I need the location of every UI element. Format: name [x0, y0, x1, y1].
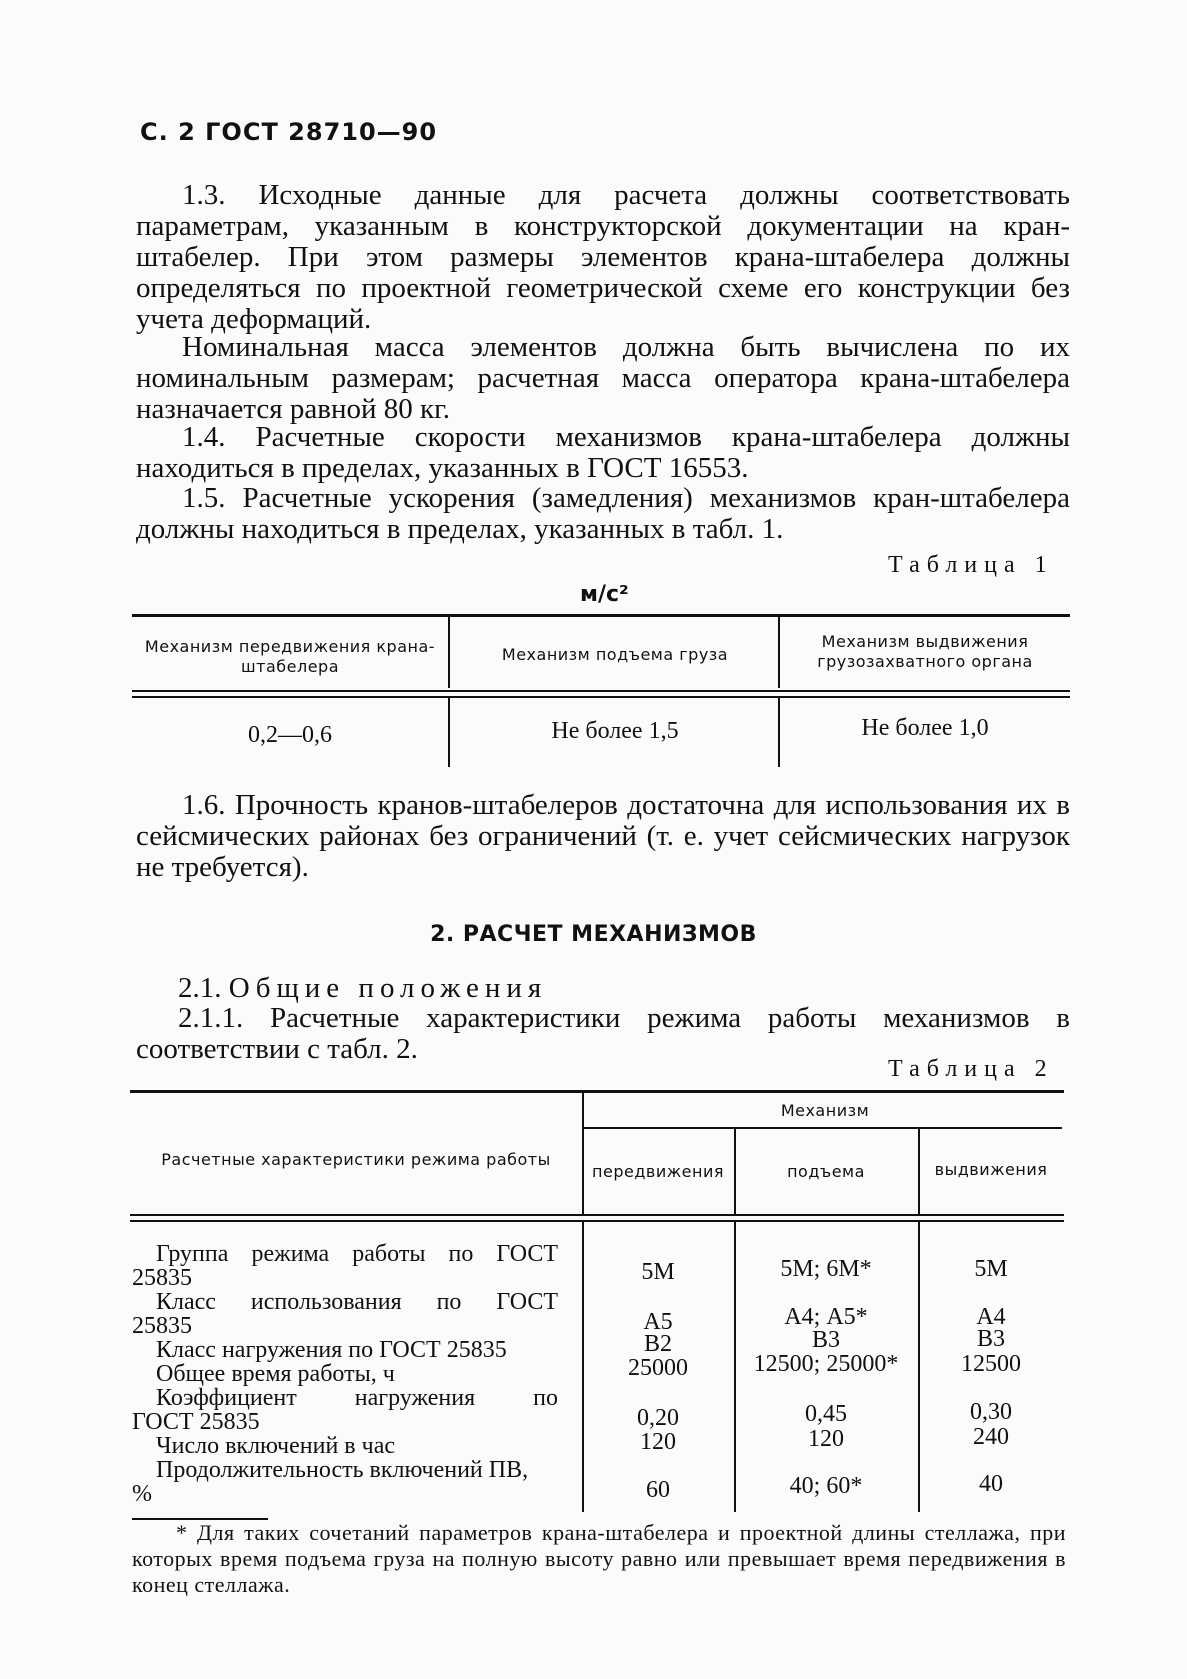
table-2-row-label	[156, 1242, 558, 1267]
table-2-cell: В2	[643, 1331, 672, 1357]
table-1-divider	[448, 697, 450, 767]
table-2-header-rule	[130, 1220, 1064, 1222]
table-2-caption: Таблица 2	[888, 1056, 1054, 1082]
table-1-value-cell: 0,2—0,6	[248, 722, 332, 748]
table-1-header-rule	[132, 696, 1070, 698]
paragraph-1-3-mass: Номинальная масса элементов должна быть вычислена по их номинальным размерам; расчетная масса оператора крана-штабелера назначается равной 80 кг.	[136, 331, 1070, 425]
table-2-cell: В3	[976, 1326, 1005, 1352]
table-2-row-label	[156, 1290, 558, 1315]
table-2-group-header: Механизм	[780, 1101, 870, 1120]
paragraph-1-3: 1.3. Исходные данные для расчета должны соответствовать параметрам, указанным в конструкторской документации на кран-штабелер. При этом размеры элементов крана-штабелера должны определяться по проектной геометрической схеме его конструкции без учета деформаций.	[136, 179, 1070, 335]
table-2-cell: А4	[976, 1304, 1006, 1330]
table-2-cell: 25000	[628, 1355, 688, 1381]
page-header: С. 2 ГОСТ 28710—90	[140, 118, 438, 146]
table-2-cell: 5М	[974, 1256, 1008, 1282]
table-2-top-rule	[130, 1090, 1064, 1093]
table-2-row-label	[156, 1386, 558, 1411]
table-2-header-rule	[130, 1214, 1064, 1216]
table-2-row-label-line: Коэффициент нагружения по	[156, 1385, 558, 1411]
subsection-number: 2.1.	[178, 972, 222, 1004]
table-2-column-header: передвижения	[592, 1162, 724, 1181]
table-2-cell: 0,20	[637, 1405, 679, 1431]
table-1-header-rule	[132, 690, 1070, 692]
table-2-cell: 120	[808, 1426, 844, 1452]
table-2-row-label: Число включений в час	[156, 1433, 396, 1459]
table-2-cell: 40; 60*	[789, 1473, 863, 1499]
table-2-row-label-line: Класс использования по ГОСТ	[156, 1289, 558, 1315]
table-2-cell: 12500; 25000*	[753, 1351, 899, 1377]
table-2-row-label: Общее время работы, ч	[156, 1361, 395, 1387]
table-1-divider	[778, 697, 780, 767]
table-2-row-label-line: Группа режима работы по ГОСТ	[156, 1241, 558, 1267]
table-2-cell: 12500	[961, 1351, 1021, 1377]
table-2-divider	[582, 1092, 584, 1215]
footnote: * Для таких сочетаний параметров крана-штабелера и проектной длины стеллажа, при которых время подъема груза на полную высоту равно или превышает время передвижения в конец стеллажа.	[132, 1520, 1066, 1597]
table-2-column-header: подъема	[787, 1162, 865, 1181]
table-1-header-cell: Механизм передвижения крана-штабелера	[144, 637, 436, 676]
table-2-cell: 60	[646, 1477, 670, 1503]
table-2-cell: 240	[973, 1424, 1009, 1450]
paragraph-1-5: 1.5. Расчетные ускорения (замедления) механизмов кран-штабелера должны находиться в пределах, указанных в табл. 1.	[136, 482, 1070, 545]
table-2-row-header: Расчетные характеристики режима работы	[161, 1150, 551, 1169]
table-2-cell: А4; А5*	[784, 1304, 868, 1330]
table-2-group-rule	[584, 1127, 1062, 1129]
table-1-unit: м/с²	[580, 582, 629, 607]
table-1-caption: Таблица 1	[888, 552, 1054, 578]
table-2-cell: 5М	[641, 1259, 675, 1285]
table-2-cell: 0,45	[805, 1401, 847, 1427]
paragraph-1-4: 1.4. Расчетные скорости механизмов крана-штабелера должны находиться в пределах, указанных в ГОСТ 16553.	[136, 421, 1070, 484]
table-2-row-label-continuation: 25835	[132, 1313, 192, 1339]
table-1-value-cell: Не более 1,5	[551, 718, 679, 744]
table-2-cell: 0,30	[970, 1399, 1012, 1425]
subsection-heading	[136, 973, 1070, 1004]
table-1-header-cell: Механизм выдвижения грузозахватного органа	[817, 632, 1033, 671]
table-2-row-label-continuation: ГОСТ 25835	[132, 1409, 260, 1435]
paragraph-2-1-1: 2.1.1. Расчетные характеристики режима работы механизмов в соответствии с табл. 2.	[136, 1002, 1070, 1065]
table-1-divider	[778, 616, 780, 688]
table-2-cell: 120	[640, 1429, 676, 1455]
table-2-row-label-continuation: %	[132, 1481, 152, 1507]
table-2-row-label-continuation: 25835	[132, 1265, 192, 1291]
table-2-row-label: Класс нагружения по ГОСТ 25835	[156, 1337, 507, 1363]
table-2-column-header: выдвижения	[934, 1160, 1048, 1179]
table-1-value-cell: Не более 1,0	[861, 715, 989, 741]
table-2-cell: 40	[979, 1471, 1003, 1497]
section-heading: 2. РАСЧЕТ МЕХАНИЗМОВ	[430, 922, 757, 947]
table-1-top-rule	[132, 614, 1070, 617]
table-2-cell: В3	[811, 1327, 840, 1353]
table-2-row-label: Продолжительность включений ПВ,	[156, 1457, 529, 1483]
table-1-header-cell: Механизм подъема груза	[501, 645, 729, 664]
table-2-cell: А5	[643, 1309, 673, 1335]
table-2-cell: 5М; 6М*	[780, 1256, 872, 1282]
paragraph-1-6: 1.6. Прочность кранов-штабелеров достаточна для использования их в сейсмических районах без ограничений (т. е. учет сейсмических нагрузок не требуется).	[136, 789, 1070, 883]
subsection-title: Общие положения	[228, 972, 548, 1004]
table-1-divider	[448, 616, 450, 688]
